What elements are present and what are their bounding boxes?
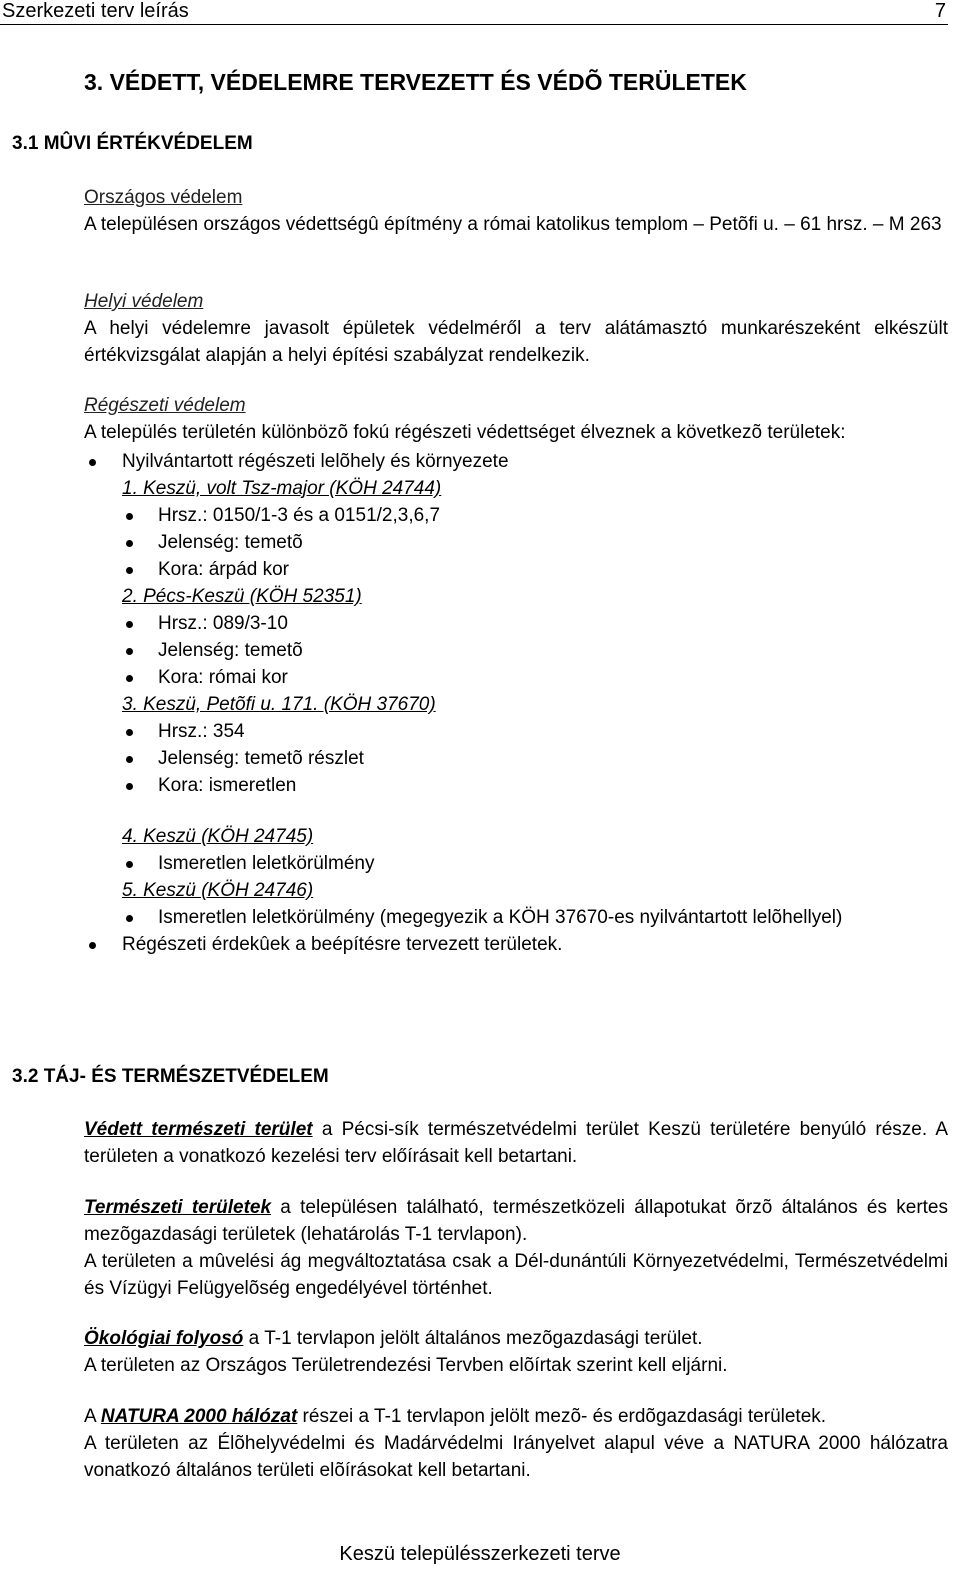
page-header: [0, 0, 960, 26]
archaeological-protection-title: Régészeti védelem: [84, 395, 246, 416]
list-item: Jelenség: temetõ részlet: [84, 745, 948, 772]
local-protection-block: [84, 288, 948, 369]
site-4-details: [84, 850, 948, 877]
list-item: Ismeretlen leletkörülmény: [84, 850, 948, 877]
archaeo-bullets: [84, 448, 948, 475]
list-item: Hrsz.: 089/3-10: [84, 610, 948, 637]
natural-areas-text: a településen található, természetközeli állapotukat õrzõ általános és kertes mezõgazdasági területek (lehatárolás T-1 tervlapon).: [84, 1197, 948, 1245]
site-1-name: 1. Keszü, volt Tsz-major (KÖH 24744): [122, 478, 442, 499]
ecological-corridor-text: a T-1 tervlapon jelölt általános mezõgazdasági terület.: [243, 1328, 703, 1349]
list-item: Hrsz.: 354: [84, 718, 948, 745]
national-protection-block: [84, 184, 948, 238]
document-title: Szerkezeti terv leírás: [2, 0, 189, 22]
site-3-details: [84, 718, 948, 799]
section-3-2-heading: 3.2 TÁJ- ÉS TERMÉSZETVÉDELEM: [12, 1066, 329, 1087]
site-5-name: 5. Keszü (KÖH 24746): [122, 880, 314, 901]
site-2-name: 2. Pécs-Keszü (KÖH 52351): [122, 586, 362, 607]
site-5-details: [84, 904, 948, 931]
page-number: 7: [934, 0, 946, 22]
natura-2000-term: NATURA 2000 hálózat: [100, 1406, 298, 1427]
list-item: Kora: római kor: [84, 664, 948, 691]
natura-2000-paragraph: [84, 1403, 948, 1484]
ecological-corridor-text-2: A területen az Országos Területrendezési Tervben elõírtak szerint kell eljárni.: [84, 1355, 728, 1376]
national-protection-text: A településen országos védettségû építmény a római katolikus templom – Petõfi u. – 61 hrsz. – M 263: [84, 214, 942, 235]
list-item: Ismeretlen leletkörülmény (megegyezik a KÖH 37670-es nyilvántartott lelõhellyel): [84, 904, 948, 931]
header-rule: [0, 24, 948, 25]
natural-areas-term: Természeti területek: [84, 1197, 272, 1218]
site-2-details: [84, 610, 948, 691]
protected-nature-area-text: a Pécsi-sík természetvédelmi terület Keszü területére benyúló része. A területen a vonatkozó kezelési terv előírásait kell betartani.: [84, 1119, 948, 1167]
list-item: Kora: ismeretlen: [84, 772, 948, 799]
natura-2000-text-2: A területen az Élõhelyvédelmi és Madárvédelmi Irányelvet alapul véve a NATURA 2000 hálózatra vonatkozó általános területi elõírásokat kell betartani.: [84, 1433, 948, 1481]
local-protection-text: A helyi védelemre javasolt épületek védelméről a terv alátámasztó munkarészeként elkészült értékvizsgálat alapján a helyi építési szabályzat rendelkezik.: [84, 318, 948, 366]
archaeo-bullets-2: [84, 931, 948, 958]
ecological-corridor-term: Ökológiai folyosó: [84, 1328, 244, 1349]
section-3-heading: 3. VÉDETT, VÉDELEMRE TERVEZETT ÉS VÉDÕ TERÜLETEK: [84, 69, 747, 95]
list-item: Nyilvántartott régészeti lelõhely és környezete: [84, 448, 948, 475]
natural-areas-paragraph: [84, 1194, 948, 1302]
protected-nature-area-term: Védett természeti terület: [84, 1119, 313, 1140]
site-4-name: 4. Keszü (KÖH 24745): [122, 826, 314, 847]
archaeological-protection-block: [84, 392, 948, 958]
list-item: Régészeti érdekûek a beépítésre tervezett területek.: [84, 931, 948, 958]
natura-2000-text: részei a T-1 tervlapon jelölt mezõ- és erdõgazdasági területek.: [297, 1406, 827, 1427]
natura-2000-prefix: A: [84, 1406, 101, 1427]
local-protection-title: Helyi védelem: [84, 291, 204, 312]
list-item: Hrsz.: 0150/1-3 és a 0151/2,3,6,7: [84, 502, 948, 529]
list-item: Jelenség: temetõ: [84, 529, 948, 556]
archaeological-intro: A település területén különbözõ fokú régészeti védettséget élveznek a következõ területek:: [84, 422, 846, 443]
site-1-details: [84, 502, 948, 583]
page-footer: Keszü településszerkezeti terve: [339, 1543, 621, 1565]
list-item: Kora: árpád kor: [84, 556, 948, 583]
national-protection-title: Országos védelem: [84, 187, 243, 208]
natural-areas-text-2: A területen a mûvelési ág megváltoztatása csak a Dél-dunántúli Környezetvédelmi, Természetvédelmi és Vízügyi Felügyelõség engedélyével történhet.: [84, 1251, 948, 1299]
site-3-name: 3. Keszü, Petõfi u. 171. (KÖH 37670): [122, 694, 436, 715]
list-item: Jelenség: temetõ: [84, 637, 948, 664]
protected-nature-area-paragraph: [84, 1116, 948, 1170]
ecological-corridor-paragraph: [84, 1325, 948, 1379]
section-3-1-heading: 3.1 MÛVI ÉRTÉKVÉDELEM: [12, 133, 253, 154]
